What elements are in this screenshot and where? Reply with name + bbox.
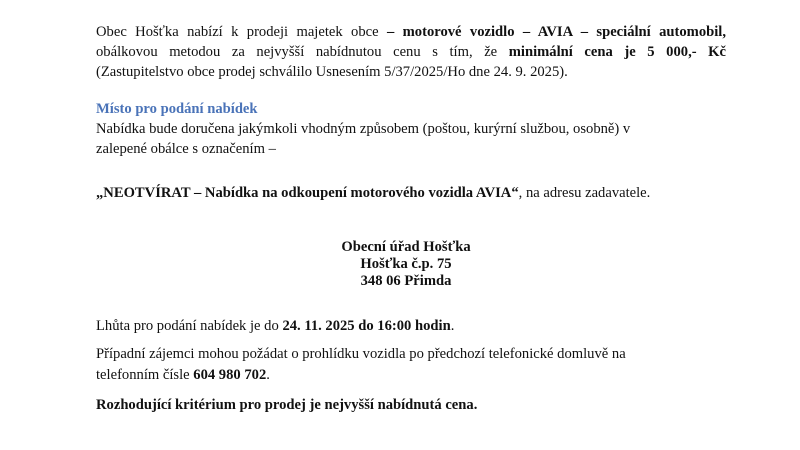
inspection-line-2: telefonním čísle 604 980 702. — [96, 367, 270, 383]
criterion-line: Rozhodující kritérium pro prodej je nejvyšší nabídnutá cena. — [96, 397, 478, 413]
intro-line-3: (Zastupitelstvo obce prodej schválilo Usnesením 5/37/2025/Ho dne 24. 9. 2025). — [96, 64, 568, 80]
envelope-label — [96, 183, 726, 203]
address-line-2: Hošťka č.p. 75 — [360, 256, 452, 272]
address-block — [96, 239, 716, 290]
submission-heading: Místo pro podání nabídek — [96, 101, 258, 117]
address-line-1: Obecní úřad Hošťka — [341, 239, 471, 255]
deadline-value: 24. 11. 2025 do 16:00 hodin — [282, 318, 451, 334]
minimum-price: minimální cena je 5 000,- Kč — [508, 44, 726, 60]
intro-paragraph — [96, 22, 726, 82]
submission-line-2: zalepené obálce s označením – — [96, 141, 276, 157]
vehicle-description: – motorové vozidlo – AVIA – speciální automobil, — [386, 24, 726, 40]
envelope-label-bold: „NEOTVÍRAT – Nabídka na odkoupení motorového vozidla AVIA“ — [96, 185, 519, 201]
deadline-line: Lhůta pro podání nabídek je do 24. 11. 2025 do 16:00 hodin. — [96, 318, 455, 334]
intro-line-1: Obec Hošťka nabízí k prodeji majetek obce – motorové vozidlo – AVIA – speciální automobil, — [96, 24, 726, 40]
inspection-line-1: Případní zájemci mohou požádat o prohlídku vozidla po předchozí telefonické domluvě na — [96, 346, 626, 362]
inspection-paragraph — [96, 344, 726, 386]
envelope-label-rest: , na adresu zadavatele. — [518, 185, 651, 201]
intro-line-2: obálkovou metodou za nejvyšší nabídnutou cenu s tím, že minimální cena je 5 000,- Kč — [96, 44, 726, 60]
phone-number: 604 980 702 — [193, 367, 267, 383]
submission-line-1: Nabídka bude doručena jakýmkoli vhodným způsobem (poštou, kurýrní službou, osobně) v — [96, 121, 631, 137]
address-line-3: 348 06 Přimda — [360, 273, 452, 289]
document-page — [96, 22, 726, 415]
submission-paragraph — [96, 119, 726, 159]
